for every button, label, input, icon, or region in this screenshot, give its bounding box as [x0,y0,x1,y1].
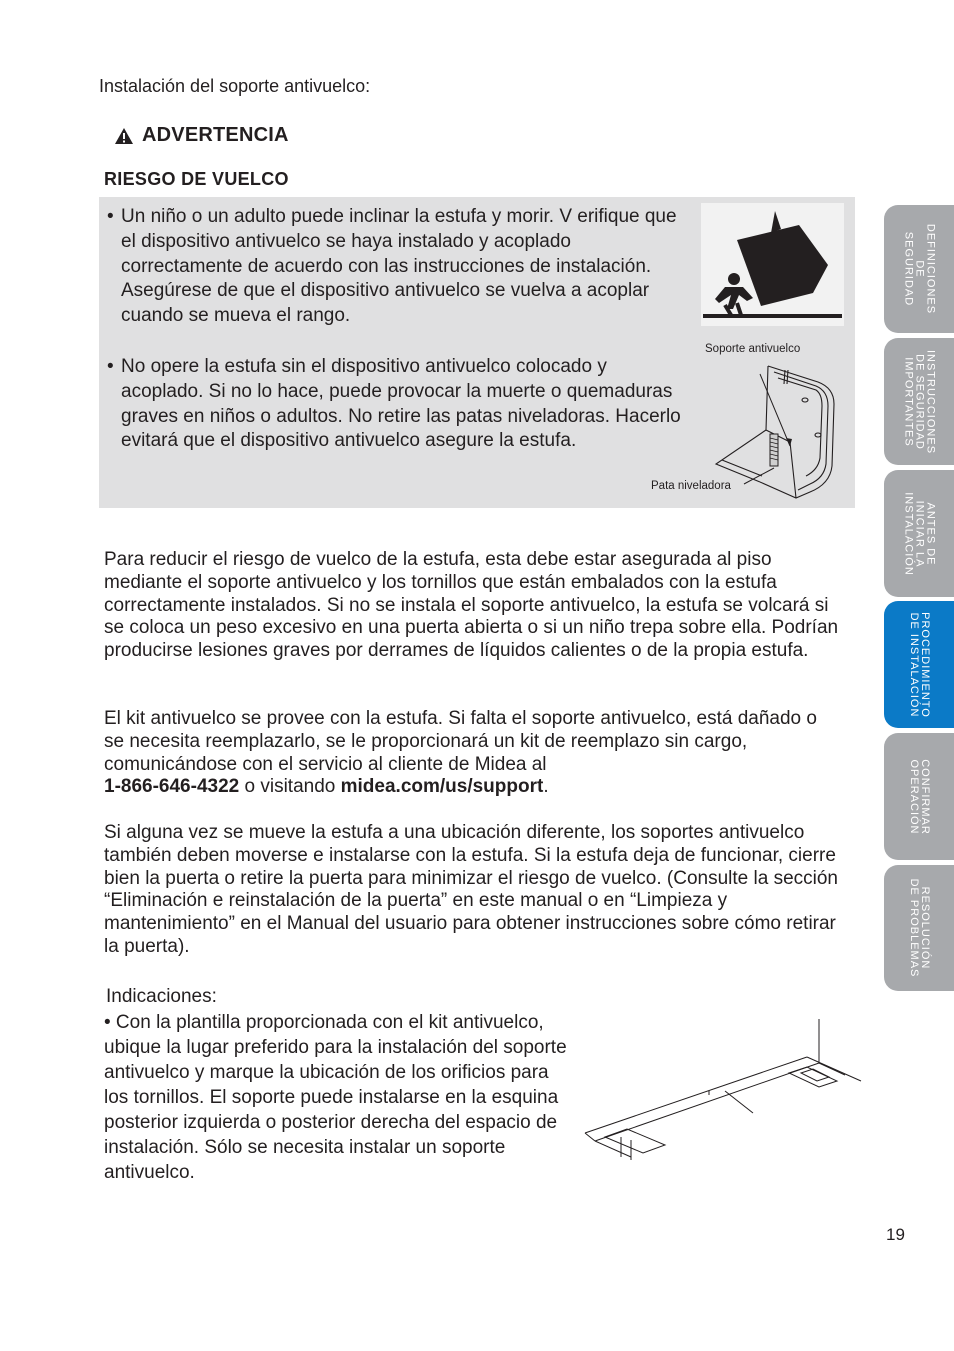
instructions-text: • Con la plantilla proporcionada con el kit antivuelco, ubique la lugar preferido para la instalación del soporte antivuelco y marque la ubicación de los orificios para los tornillos. El soporte puede instalarse en la esquina posterior izquierda o posterior derecha del espacio de instalación. Sólo se necesita instalar un soporte antivuelco. [104,1012,567,1183]
side-tab-label: CONFIRMAR OPERACIÓN [908,758,931,835]
side-tab-resolucion[interactable] [884,865,954,991]
warning-bullet-text: Un niño o un adulto puede inclinar la estufa y morir. V erifique que el dispositivo antivuelco se haya instalado y acoplado correctamente de acuerdo con las instrucciones de instalación. Asegúrese de que el dispositivo antivuelco se vuelva a acoplar cuando se mueva el rango. [121,206,677,327]
side-tab-procedimiento[interactable] [884,601,954,728]
caption-bracket: Soporte antivuelco [705,343,801,355]
warning-header [114,124,289,147]
paragraph-kit [104,708,840,799]
anti-tip-bracket-illustration [700,360,860,500]
warning-title: ADVERTENCIA [142,124,289,146]
side-tab-label: INSTRUCCIONES DE SEGURIDAD IMPORTANTES [902,349,937,454]
warning-bullet [107,205,691,329]
hazard-title: RIESGO DE VUELCO [104,169,289,189]
side-tab-antes[interactable] [884,470,954,597]
paragraph-move: Si alguna vez se mueve la estufa a una ubicación diferente, los soportes antivuelco también deben moverse e instalarse con la estufa. Si la estufa deja de funcionar, cierre bien la puerta o retire la puerta para minimizar el riesgo de vuelco. (Consulte la sección “Eliminación e reinstalación de la puerta” en este manual o en “Limpieza y mantenimiento” en el Manual del usuario para obtener instrucciones sobre cómo retirar la puerta). [104,822,838,957]
warning-bullet-text: No opere la estufa sin el dispositivo antivuelco colocado y acoplado. Si no lo hace, puede provocar la muerte o quemaduras graves en niños o adultos. No retire las patas niveladoras. Hacerlo evitará que el dispositivo antivuelco asegure la estufa. [121,356,681,452]
section-heading: Instalación del soporte antivuelco: [99,76,371,96]
bullet-symbol: • [107,206,114,227]
bullet-symbol: • [107,356,114,377]
side-tab-definiciones[interactable] [884,205,954,333]
side-tab-instrucciones[interactable] [884,338,954,465]
side-tab-confirmar[interactable] [884,733,954,860]
side-tab-label: ANTES DE INICIAR LA INSTALACIÓN [902,491,937,576]
side-tab-label: RESOLUCIÓN DE PROBLEMAS [908,878,931,978]
tip-over-illustration [701,203,844,326]
side-tab-label: DEFINICIONES DE SEGURIDAD [902,223,937,315]
paragraph-kit-text: El kit antivuelco se provee con la estufa. Si falta el soporte antivuelco, está dañado o se necesita reemplazarlo, se le proporcionará un kit de reemplazo sin cargo, comunicándose con el servicio al cliente de Midea al [104,708,817,775]
paragraph-kit-end: . [543,776,549,798]
warning-triangle-icon [114,127,134,145]
side-tab-label: PROCEDIMIENTO DE INSTALACIÓN [908,611,931,718]
instructions-label: Indicaciones: [106,986,217,1007]
warning-bullet [107,355,691,454]
page-number: 19 [886,1225,905,1244]
paragraph-kit-connector: o visitando [239,776,341,798]
caption-leveling-leg: Pata niveladora [651,480,731,492]
support-phone: 1-866-646-4322 [104,776,240,798]
template-placement-illustration [575,1015,865,1170]
support-url: midea.com/us/support [340,776,544,798]
paragraph-risk: Para reducir el riesgo de vuelco de la estufa, esta debe estar asegurada al piso mediante el soporte antivuelco y los tornillos que están embalados con la estufa correctamente instalados. Si no se instala el soporte antivuelco, la estufa se volcará si se coloca un peso excesivo en una puerta abierta o si un niño trepa sobre ella. Podrían producirse lesiones graves por derrames de líquidos calientes o de la propia estufa. [104,549,839,662]
